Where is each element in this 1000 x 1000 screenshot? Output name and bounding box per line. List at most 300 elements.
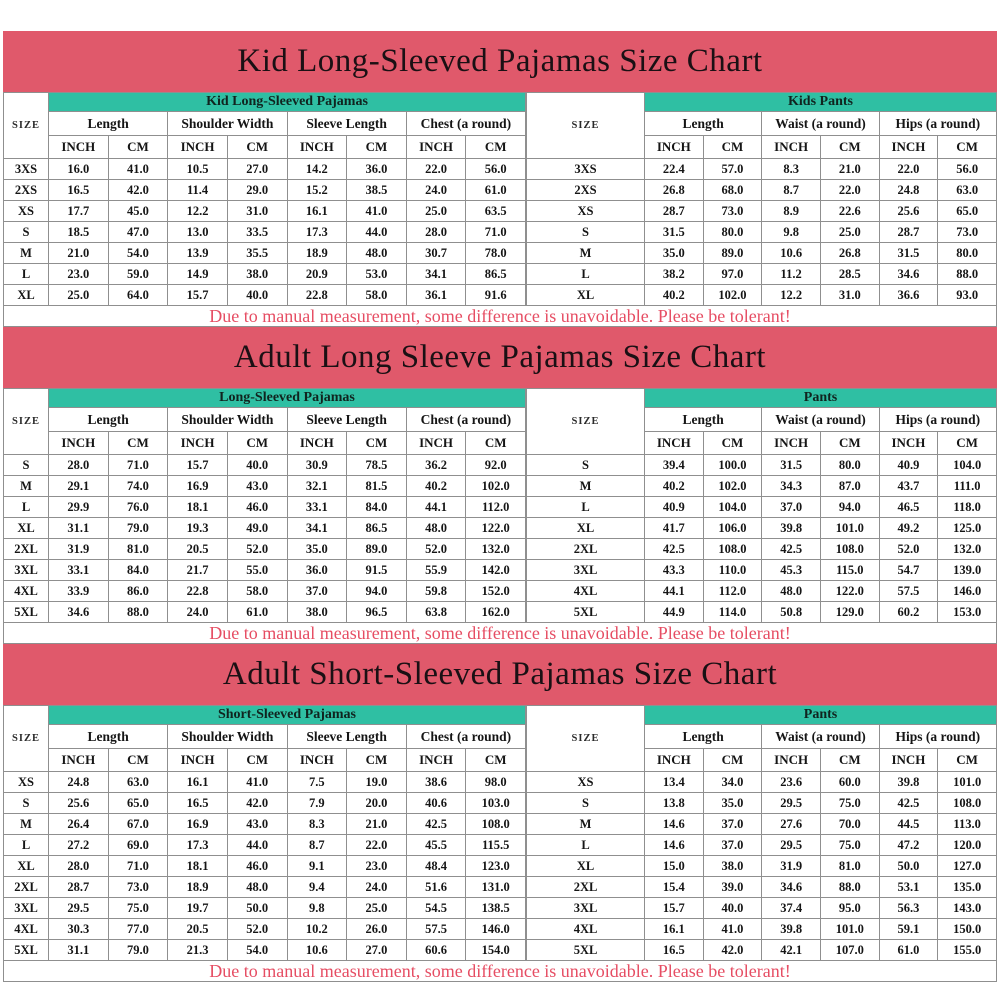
size-cell: XL — [4, 856, 49, 877]
table-row — [4, 602, 526, 623]
value-cell: 108.0 — [703, 539, 762, 560]
value-cell: 43.7 — [879, 476, 938, 497]
value-cell: 127.0 — [938, 856, 997, 877]
value-cell: 65.0 — [108, 793, 168, 814]
value-cell: 8.3 — [287, 814, 347, 835]
unit-header: CM — [108, 749, 168, 772]
table-row — [527, 243, 997, 264]
value-cell: 76.0 — [108, 497, 168, 518]
unit-header: CM — [466, 749, 526, 772]
section-tables — [3, 92, 997, 306]
table-row — [527, 539, 997, 560]
table-row — [527, 940, 997, 961]
value-cell: 61.0 — [879, 940, 938, 961]
value-cell: 38.0 — [287, 602, 347, 623]
size-cell: M — [527, 243, 645, 264]
value-cell: 11.4 — [168, 180, 228, 201]
value-cell: 13.0 — [168, 222, 228, 243]
size-column-header: SIZE — [4, 389, 49, 455]
value-cell: 142.0 — [466, 560, 526, 581]
value-cell: 63.5 — [466, 201, 526, 222]
value-cell: 94.0 — [347, 581, 407, 602]
value-cell: 40.0 — [703, 898, 762, 919]
value-cell: 31.0 — [227, 201, 287, 222]
value-cell: 131.0 — [466, 877, 526, 898]
value-cell: 13.8 — [645, 793, 704, 814]
value-cell: 108.0 — [938, 793, 997, 814]
value-cell: 100.0 — [703, 455, 762, 476]
value-cell: 40.9 — [879, 455, 938, 476]
measure-header: Chest (a round) — [406, 725, 525, 749]
value-cell: 58.0 — [347, 285, 407, 306]
value-cell: 30.9 — [287, 455, 347, 476]
value-cell: 37.0 — [703, 835, 762, 856]
value-cell: 71.0 — [466, 222, 526, 243]
value-cell: 75.0 — [820, 793, 879, 814]
value-cell: 102.0 — [703, 285, 762, 306]
measure-header: Length — [645, 408, 762, 432]
value-cell: 44.5 — [879, 814, 938, 835]
unit-header: CM — [347, 432, 407, 455]
value-cell: 38.0 — [703, 856, 762, 877]
value-cell: 47.2 — [879, 835, 938, 856]
unit-header: CM — [820, 432, 879, 455]
value-cell: 30.3 — [49, 919, 109, 940]
unit-header: CM — [108, 432, 168, 455]
value-cell: 25.6 — [879, 201, 938, 222]
value-cell: 123.0 — [466, 856, 526, 877]
value-cell: 42.1 — [762, 940, 821, 961]
value-cell: 23.6 — [762, 772, 821, 793]
table-row — [4, 560, 526, 581]
value-cell: 97.0 — [703, 264, 762, 285]
value-cell: 122.0 — [466, 518, 526, 539]
value-cell: 34.1 — [406, 264, 466, 285]
table-row — [527, 222, 997, 243]
value-cell: 31.1 — [49, 940, 109, 961]
value-cell: 122.0 — [820, 581, 879, 602]
table-row — [4, 898, 526, 919]
measure-header: Waist (a round) — [762, 112, 879, 136]
value-cell: 88.0 — [108, 602, 168, 623]
measure-header: Sleeve Length — [287, 725, 406, 749]
size-cell: L — [527, 497, 645, 518]
value-cell: 50.0 — [879, 856, 938, 877]
value-cell: 16.9 — [168, 814, 228, 835]
size-cell: 5XL — [527, 940, 645, 961]
value-cell: 59.8 — [406, 581, 466, 602]
value-cell: 16.5 — [645, 940, 704, 961]
section-title-banner — [3, 31, 997, 92]
table-row — [4, 772, 526, 793]
value-cell: 86.0 — [108, 581, 168, 602]
unit-header: INCH — [49, 136, 109, 159]
table-row — [4, 243, 526, 264]
value-cell: 15.7 — [645, 898, 704, 919]
unit-header: INCH — [287, 136, 347, 159]
value-cell: 26.8 — [645, 180, 704, 201]
size-cell: XL — [527, 856, 645, 877]
value-cell: 18.5 — [49, 222, 109, 243]
value-cell: 36.0 — [287, 560, 347, 581]
value-cell: 18.9 — [168, 877, 228, 898]
value-cell: 46.0 — [227, 497, 287, 518]
table-row — [527, 159, 997, 180]
unit-header: CM — [108, 136, 168, 159]
size-cell: L — [4, 264, 49, 285]
value-cell: 54.0 — [108, 243, 168, 264]
table-row — [527, 476, 997, 497]
value-cell: 24.8 — [49, 772, 109, 793]
disclaimer-note: Due to manual measurement, some difference is unavoidable. Please be tolerant! — [3, 306, 997, 327]
value-cell: 118.0 — [938, 497, 997, 518]
value-cell: 43.0 — [227, 814, 287, 835]
value-cell: 20.5 — [168, 539, 228, 560]
value-cell: 80.0 — [938, 243, 997, 264]
value-cell: 84.0 — [347, 497, 407, 518]
value-cell: 38.0 — [227, 264, 287, 285]
value-cell: 18.1 — [168, 497, 228, 518]
size-cell: XS — [527, 772, 645, 793]
value-cell: 18.9 — [287, 243, 347, 264]
value-cell: 54.0 — [227, 940, 287, 961]
value-cell: 50.0 — [227, 898, 287, 919]
unit-header: INCH — [287, 432, 347, 455]
size-cell: 4XL — [4, 919, 49, 940]
unit-header: CM — [703, 749, 762, 772]
value-cell: 67.0 — [108, 814, 168, 835]
value-cell: 91.6 — [466, 285, 526, 306]
value-cell: 49.2 — [879, 518, 938, 539]
value-cell: 114.0 — [703, 602, 762, 623]
value-cell: 44.0 — [227, 835, 287, 856]
value-cell: 115.0 — [820, 560, 879, 581]
value-cell: 132.0 — [466, 539, 526, 560]
value-cell: 25.0 — [49, 285, 109, 306]
value-cell: 31.5 — [762, 455, 821, 476]
adult-pants-size-table — [526, 388, 997, 623]
value-cell: 36.6 — [879, 285, 938, 306]
table-row — [527, 602, 997, 623]
value-cell: 25.0 — [347, 898, 407, 919]
value-cell: 48.0 — [227, 877, 287, 898]
value-cell: 28.0 — [49, 856, 109, 877]
unit-header: INCH — [762, 136, 821, 159]
table-row — [4, 814, 526, 835]
size-column-header: SIZE — [527, 389, 645, 455]
value-cell: 15.2 — [287, 180, 347, 201]
size-cell: XS — [4, 772, 49, 793]
value-cell: 41.0 — [347, 201, 407, 222]
unit-header: CM — [703, 432, 762, 455]
value-cell: 138.5 — [466, 898, 526, 919]
kids-pants-size-table — [526, 92, 997, 306]
value-cell: 53.1 — [879, 877, 938, 898]
value-cell: 28.5 — [820, 264, 879, 285]
table-row — [527, 518, 997, 539]
value-cell: 20.9 — [287, 264, 347, 285]
value-cell: 8.3 — [762, 159, 821, 180]
size-cell: M — [4, 243, 49, 264]
value-cell: 52.0 — [227, 919, 287, 940]
section-title-banner — [3, 327, 997, 388]
value-cell: 135.0 — [938, 877, 997, 898]
value-cell: 48.0 — [406, 518, 466, 539]
value-cell: 152.0 — [466, 581, 526, 602]
value-cell: 9.1 — [287, 856, 347, 877]
value-cell: 24.8 — [879, 180, 938, 201]
value-cell: 89.0 — [347, 539, 407, 560]
value-cell: 14.2 — [287, 159, 347, 180]
value-cell: 61.0 — [466, 180, 526, 201]
value-cell: 16.0 — [49, 159, 109, 180]
size-cell: M — [4, 476, 49, 497]
value-cell: 61.0 — [227, 602, 287, 623]
size-cell: 5XL — [4, 602, 49, 623]
value-cell: 25.0 — [406, 201, 466, 222]
value-cell: 29.1 — [49, 476, 109, 497]
value-cell: 102.0 — [703, 476, 762, 497]
table-row — [4, 497, 526, 518]
value-cell: 146.0 — [938, 581, 997, 602]
section-adult-long-sleeve-pajamas — [3, 327, 997, 644]
value-cell: 21.7 — [168, 560, 228, 581]
value-cell: 86.5 — [466, 264, 526, 285]
unit-header: INCH — [168, 136, 228, 159]
value-cell: 101.0 — [820, 518, 879, 539]
value-cell: 21.0 — [49, 243, 109, 264]
value-cell: 125.0 — [938, 518, 997, 539]
value-cell: 37.0 — [703, 814, 762, 835]
size-cell: 4XL — [527, 919, 645, 940]
value-cell: 39.4 — [645, 455, 704, 476]
value-cell: 9.8 — [762, 222, 821, 243]
value-cell: 50.8 — [762, 602, 821, 623]
value-cell: 54.5 — [406, 898, 466, 919]
value-cell: 17.7 — [49, 201, 109, 222]
value-cell: 28.7 — [879, 222, 938, 243]
size-cell: S — [4, 793, 49, 814]
value-cell: 51.6 — [406, 877, 466, 898]
size-cell: 5XL — [4, 940, 49, 961]
section-adult-short-sleeved-pajamas — [3, 644, 997, 982]
value-cell: 69.0 — [108, 835, 168, 856]
value-cell: 34.3 — [762, 476, 821, 497]
value-cell: 15.7 — [168, 455, 228, 476]
size-cell: S — [4, 222, 49, 243]
value-cell: 112.0 — [466, 497, 526, 518]
value-cell: 41.7 — [645, 518, 704, 539]
value-cell: 47.0 — [108, 222, 168, 243]
value-cell: 40.2 — [645, 285, 704, 306]
value-cell: 139.0 — [938, 560, 997, 581]
value-cell: 84.0 — [108, 560, 168, 581]
section-title-banner — [3, 644, 997, 705]
value-cell: 7.9 — [287, 793, 347, 814]
value-cell: 48.0 — [347, 243, 407, 264]
unit-header: INCH — [645, 749, 704, 772]
value-cell: 45.0 — [108, 201, 168, 222]
value-cell: 35.0 — [703, 793, 762, 814]
disclaimer-note: Due to manual measurement, some difference is unavoidable. Please be tolerant! — [3, 961, 997, 982]
value-cell: 59.0 — [108, 264, 168, 285]
value-cell: 22.4 — [645, 159, 704, 180]
value-cell: 34.6 — [49, 602, 109, 623]
value-cell: 88.0 — [820, 877, 879, 898]
size-cell: 3XL — [527, 560, 645, 581]
value-cell: 150.0 — [938, 919, 997, 940]
table-title: Long-Sleeved Pajamas — [49, 389, 526, 408]
value-cell: 153.0 — [938, 602, 997, 623]
value-cell: 33.9 — [49, 581, 109, 602]
value-cell: 26.8 — [820, 243, 879, 264]
value-cell: 22.8 — [168, 581, 228, 602]
table-row — [4, 940, 526, 961]
value-cell: 41.0 — [108, 159, 168, 180]
value-cell: 154.0 — [466, 940, 526, 961]
unit-header: CM — [227, 432, 287, 455]
unit-header: INCH — [645, 136, 704, 159]
table-title: Kids Pants — [645, 93, 997, 112]
value-cell: 112.0 — [703, 581, 762, 602]
value-cell: 63.0 — [938, 180, 997, 201]
size-cell: 2XL — [527, 539, 645, 560]
value-cell: 39.8 — [879, 772, 938, 793]
unit-header: CM — [820, 749, 879, 772]
value-cell: 9.8 — [287, 898, 347, 919]
value-cell: 155.0 — [938, 940, 997, 961]
value-cell: 42.0 — [108, 180, 168, 201]
size-cell: XS — [4, 201, 49, 222]
measure-header: Hips (a round) — [879, 725, 996, 749]
value-cell: 10.6 — [287, 940, 347, 961]
value-cell: 20.0 — [347, 793, 407, 814]
size-cell: M — [527, 814, 645, 835]
value-cell: 96.5 — [347, 602, 407, 623]
value-cell: 60.2 — [879, 602, 938, 623]
value-cell: 15.0 — [645, 856, 704, 877]
value-cell: 29.0 — [227, 180, 287, 201]
table-row — [4, 285, 526, 306]
size-cell: M — [4, 814, 49, 835]
value-cell: 8.7 — [287, 835, 347, 856]
value-cell: 31.1 — [49, 518, 109, 539]
value-cell: 88.0 — [938, 264, 997, 285]
value-cell: 16.9 — [168, 476, 228, 497]
table-row — [527, 793, 997, 814]
value-cell: 56.0 — [466, 159, 526, 180]
measure-header: Length — [49, 112, 168, 136]
unit-header: INCH — [879, 749, 938, 772]
value-cell: 43.3 — [645, 560, 704, 581]
value-cell: 14.9 — [168, 264, 228, 285]
value-cell: 39.8 — [762, 518, 821, 539]
value-cell: 63.8 — [406, 602, 466, 623]
value-cell: 52.0 — [406, 539, 466, 560]
table-title: Kid Long-Sleeved Pajamas — [49, 93, 526, 112]
value-cell: 94.0 — [820, 497, 879, 518]
table-row — [4, 856, 526, 877]
section-title: Kid Long-Sleeved Pajamas Size Chart — [237, 43, 763, 79]
measure-header: Shoulder Width — [168, 112, 287, 136]
value-cell: 25.0 — [820, 222, 879, 243]
value-cell: 56.3 — [879, 898, 938, 919]
table-row — [527, 919, 997, 940]
value-cell: 12.2 — [762, 285, 821, 306]
measure-header: Waist (a round) — [762, 408, 879, 432]
value-cell: 63.0 — [108, 772, 168, 793]
value-cell: 44.9 — [645, 602, 704, 623]
value-cell: 56.0 — [938, 159, 997, 180]
value-cell: 28.0 — [406, 222, 466, 243]
value-cell: 106.0 — [703, 518, 762, 539]
value-cell: 35.0 — [645, 243, 704, 264]
measure-header: Chest (a round) — [406, 112, 525, 136]
table-row — [4, 180, 526, 201]
table-row — [4, 201, 526, 222]
kid-pajamas-size-table — [3, 92, 526, 306]
unit-header: INCH — [879, 432, 938, 455]
table-row — [527, 560, 997, 581]
table-row — [527, 455, 997, 476]
value-cell: 38.6 — [406, 772, 466, 793]
value-cell: 129.0 — [820, 602, 879, 623]
unit-header: CM — [938, 432, 997, 455]
table-row — [527, 285, 997, 306]
value-cell: 16.5 — [49, 180, 109, 201]
value-cell: 23.0 — [49, 264, 109, 285]
size-cell: M — [527, 476, 645, 497]
size-cell: 3XL — [4, 560, 49, 581]
table-row — [4, 793, 526, 814]
size-cell: 3XS — [4, 159, 49, 180]
value-cell: 36.0 — [347, 159, 407, 180]
section-tables — [3, 388, 997, 623]
value-cell: 34.6 — [879, 264, 938, 285]
value-cell: 73.0 — [703, 201, 762, 222]
value-cell: 22.0 — [406, 159, 466, 180]
value-cell: 44.0 — [347, 222, 407, 243]
value-cell: 12.2 — [168, 201, 228, 222]
value-cell: 13.4 — [645, 772, 704, 793]
value-cell: 57.0 — [703, 159, 762, 180]
value-cell: 34.6 — [762, 877, 821, 898]
value-cell: 87.0 — [820, 476, 879, 497]
value-cell: 23.0 — [347, 856, 407, 877]
value-cell: 110.0 — [703, 560, 762, 581]
measure-header: Chest (a round) — [406, 408, 525, 432]
size-cell: 3XL — [527, 898, 645, 919]
size-column-header: SIZE — [4, 93, 49, 159]
value-cell: 65.0 — [938, 201, 997, 222]
value-cell: 22.0 — [879, 159, 938, 180]
size-cell: 2XL — [4, 539, 49, 560]
size-column-header: SIZE — [527, 93, 645, 159]
value-cell: 21.3 — [168, 940, 228, 961]
table-row — [527, 180, 997, 201]
value-cell: 60.0 — [820, 772, 879, 793]
value-cell: 45.5 — [406, 835, 466, 856]
value-cell: 37.0 — [287, 581, 347, 602]
size-cell: 2XS — [527, 180, 645, 201]
unit-header: CM — [227, 749, 287, 772]
value-cell: 19.0 — [347, 772, 407, 793]
size-cell: L — [527, 835, 645, 856]
unit-header: INCH — [406, 136, 466, 159]
value-cell: 33.1 — [49, 560, 109, 581]
value-cell: 81.0 — [108, 539, 168, 560]
value-cell: 120.0 — [938, 835, 997, 856]
